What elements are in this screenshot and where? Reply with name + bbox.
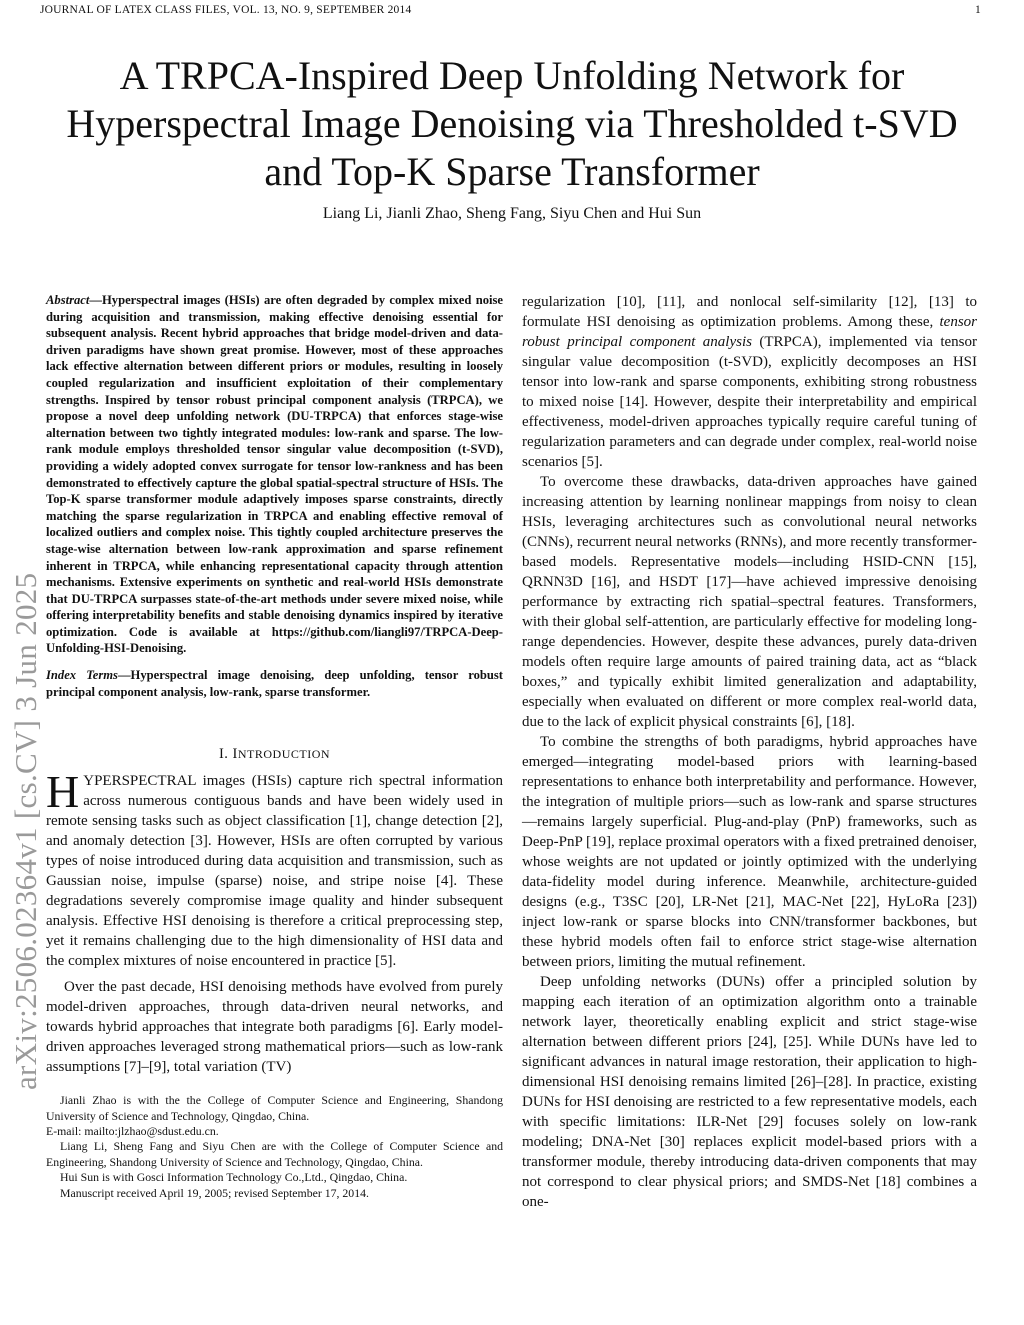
page-number: 1: [975, 4, 981, 16]
footnote-email: E-mail: mailto:jlzhao@sdust.edu.cn.: [46, 1124, 219, 1139]
right-paragraph-2: To overcome these drawbacks, data-driven approaches have gained increasing attention by learning nonlinear mappings from noisy to clean HSIs, leveraging architectures such as convolutional neural networks (CNNs), recurrent neural networks (RNNs), and more recently transformer-based models. Representative models—including HSID-CNN [15], QRNN3D [16], and HSDT [17]—have achieved impressive denoising performance by extracting rich spatial–spectral features. Transformers, with their global self-attention, are particularly effective for modeling long-range dependencies. However, despite these advances, purely data-driven models often require large amounts of paired training data, act as “black boxes,” and typically exhibit limited generalization and adaptability, especially when evaluated on different or more complex real-world data, due to the lack of explicit physical constraints [6], [18].: [522, 474, 977, 730]
footnote-affiliation-3: Hui Sun is with Gosci Information Technology Co.,Ltd., Qingdao, China.: [60, 1170, 408, 1185]
author-list: Liang Li, Jianli Zhao, Sheng Fang, Siyu Chen and Hui Sun: [322, 205, 702, 222]
intro-paragraph-2: Over the past decade, HSI denoising methods have evolved from purely model-driven approaches, through data-driven neural networks, and towards hybrid approaches that integrate both paradigms [6]. Early model-driven approaches leveraged strong mathematical priors—such as low-rank assumptions [7]–[9], total variation (TV): [46, 979, 503, 1076]
right-paragraph-1-emphasis: tensor robust principal component analysis: [522, 314, 977, 350]
index-terms: [46, 667, 503, 700]
running-header: JOURNAL OF LATEX CLASS FILES, VOL. 13, NO. 9, SEPTEMBER 2014: [40, 4, 412, 16]
footnote-affiliation-2: Liang Li, Sheng Fang and Siyu Chen are with the College of Computer Science and Engineering, Shandong University of Science and Technology, Qingdao, China.: [46, 1139, 503, 1169]
footnote-manuscript-dates: Manuscript received April 19, 2005; revised September 17, 2014.: [60, 1185, 369, 1200]
section-title-first: I: [232, 746, 238, 763]
index-terms-label: Index Terms: [46, 668, 118, 683]
intro-paragraph-1-text: YPERSPECTRAL images (HSIs) capture rich spectral information across numerous contiguous bands and have been widely used in remote sensing tasks such as object classification [1], change detection [2], and anomaly detection [3]. However, HSIs are often corrupted by various types of noise introduced during data acquisition and transmission, such as Gaussian noise, impulse (sparse) noise, and stripe noise [4]. These degradations severely compromise image quality and hinder subsequent analysis. Effective HSI denoising is therefore a critical preprocessing step, yet it remains challenging due to the high dimensionality of HSI data and the complex mixtures of noise encountered in practice [5].: [46, 773, 503, 970]
right-paragraph-3: To combine the strengths of both paradigms, hybrid approaches have emerged—integrating model-based priors with learning-based representations to enhance both interpretability and performance. However, the integration of multiple priors—such as low-rank and sparse structures—remains largely superficial. Plug-and-play (PnP) frameworks, such as Deep-PnP [19], replace proximal operators with a fixed pretrained denoiser, whose weights are not updated or jointly optimized with the underlying data-fidelity model during inference. Meanwhile, architecture-guided designs (e.g., T3SC [20], LR-Net [21], MAC-Net [22], HyLoRa [23]) inject low-rank or sparse blocks into CNN/transformer backbones, but these hybrid models often fail to enforce strict stage-wise alternation between priors, limiting the mutual refinement.: [522, 734, 977, 970]
paper-title: A TRPCA-Inspired Deep Unfolding Network for Hyperspectral Image Denoising via Thresholded t-SVD and Top-K Sparse Transformer: [66, 53, 958, 194]
arxiv-watermark: arXiv:2506.02364v1 [cs.CV] 3 Jun 2025: [8, 572, 43, 1090]
section-numeral: I.: [218, 746, 229, 763]
dropcap-letter: H: [46, 766, 80, 818]
abstract-text: —Hyperspectral images (HSIs) are often degraded by complex mixed noise during acquisition and transmission, making effective denoising essential for subsequent analysis. Recent hybrid approaches that bridge model-driven and data-driven paradigms have shown great promise. However, most of these approaches lack effective alternation between different priors or modules, resulting in loosely coupled regularization and insufficient exploitation of their complementary strengths. Inspired by tensor robust principal component analysis (TRPCA), we propose a novel deep unfolding network (DU-TRPCA) that enforces stage-wise alternation between two tightly integrated modules: low-rank and sparse. The low-rank module employs thresholded tensor singular value decomposition (t-SVD), providing a widely adopted convex surrogate for tensor low-rankness and has been demonstrated to effectively capture the global spatial-spectral structure of HSIs. The Top-K sparse transformer module adaptively imposes sparse constraints, directly matching the sparse regularization in TRPCA and enabling effective removal of localized outliers and complex noise. This tightly coupled architecture preserves the stage-wise alternation between low-rank approximation and sparse refinement inherent in TRPCA, while enhancing representational capacity through attention mechanisms. Extensive experiments on synthetic and real-world HSIs demonstrate that DU-TRPCA surpasses state-of-the-art methods under severe mixed noise, while offering interpretability benefits and stable denoising dynamics inspired by iterative optimization. Code is available at https://github.com/liangli97/TRPCA-Deep-Unfolding-HSI-Denoising.: [46, 293, 503, 656]
footnote-affiliation-1: Jianli Zhao is with the the College of Computer Science and Engineering, Shandong University of Science and Technology, Qingdao, China.: [46, 1093, 503, 1123]
right-paragraph-4: Deep unfolding networks (DUNs) offer a principled solution by mapping each iteration of an optimization algorithm onto a trainable network layer, theoretically enabling explicit and strict stage-wise alternation between different priors [24], [25]. While DUNs have led to significant advances in natural image restoration, their application to high-dimensional HSI denoising remains limited [26]–[28]. In practice, existing DUNs for HSI denoising are restricted to a few representative models, each with specific limitations: ILR-Net [29] focuses solely on low-rank modeling; DNA-Net [30] replaces explicit model-based priors with a transformer module, thereby introducing data-driven components that may not correspond to clear physical priors; and SMDS-Net [18] combines a one-: [522, 974, 977, 1210]
right-paragraph-1-b: (TRPCA), implemented via tensor singular value decomposition (t-SVD), explicitly decomposes an HSI tensor into low-rank and sparse components, exhibiting strong robustness to mixed noise [14]. However, despite their interpretability and empirical effectiveness, model-driven approaches typically require careful tuning of regularization parameters and can degrade under complex, real-world noise scenarios [5].: [522, 334, 977, 470]
right-column: [522, 292, 977, 1212]
abstract-label: Abstract: [46, 293, 90, 307]
section-title-rest: NTRODUCTION: [237, 747, 331, 762]
right-paragraph-1-a: regularization [10], [11], and nonlocal self-similarity [12], [13] to formulate HSI denoising as optimization problems. Among these,: [522, 294, 977, 330]
right-paragraph-1: [522, 292, 977, 472]
index-terms-text: —Hyperspectral image denoising, deep unfolding, tensor robust principal component analysis, low-rank, sparse transformer.: [46, 668, 503, 699]
left-column: [46, 292, 503, 1201]
abstract: [46, 292, 503, 657]
footnotes: [46, 1093, 503, 1201]
section-heading: [46, 746, 503, 763]
intro-paragraph-1: [46, 766, 503, 971]
